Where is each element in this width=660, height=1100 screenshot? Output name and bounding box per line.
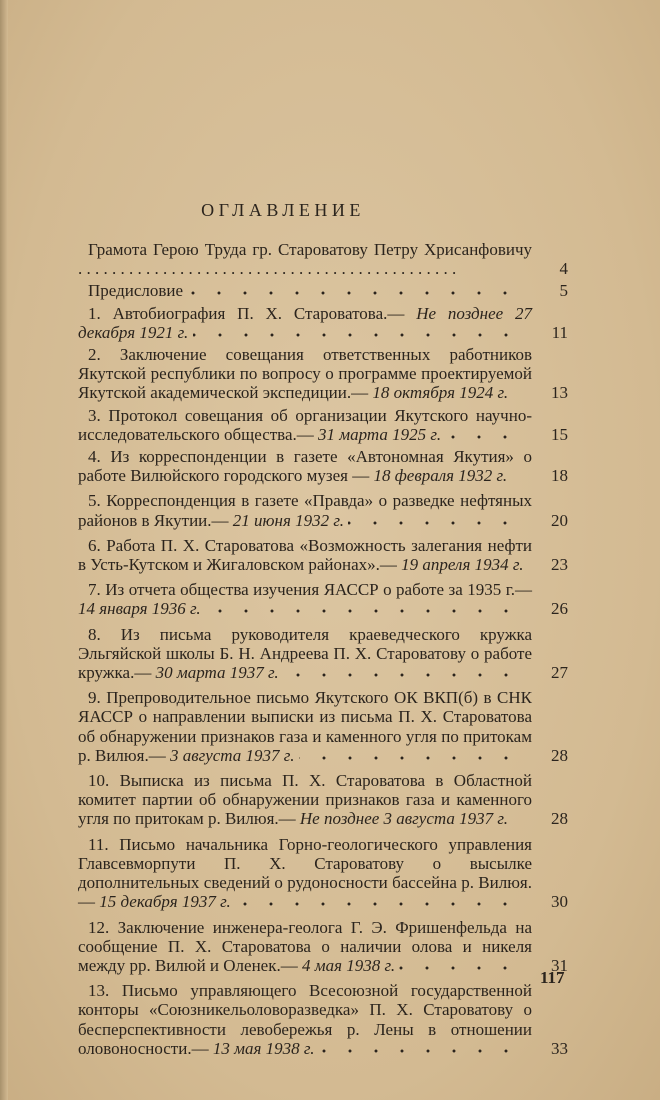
leader-dots-graphic bbox=[283, 670, 528, 678]
toc-heading: ОГЛАВЛЕНИЕ bbox=[201, 200, 365, 220]
entry-page-number: 13 bbox=[551, 383, 568, 403]
entry-date: 21 июня 1932 г. bbox=[232, 510, 345, 530]
entry-text bbox=[78, 771, 532, 829]
entry-title: 9. Препроводительное письмо Якутского ОК ВКП(б) в СНК ЯАССР о направлении выписки из письма П. Х. Староватова об обнаружении признаков газа и каменного угля по притокам р. Вилюя.— bbox=[78, 688, 532, 765]
entry-page-number: 15 bbox=[551, 424, 568, 444]
table-of-contents bbox=[78, 240, 568, 1061]
entry-text bbox=[78, 345, 532, 403]
toc-entry[interactable] bbox=[78, 771, 568, 829]
entry-text bbox=[78, 406, 532, 444]
leader-dots-graphic bbox=[445, 432, 527, 440]
toc-entry[interactable] bbox=[78, 580, 568, 618]
entry-date: 13 мая 1938 г. bbox=[212, 1038, 315, 1058]
toc-entry[interactable] bbox=[78, 447, 568, 485]
toc-entry[interactable] bbox=[78, 835, 568, 912]
toc-entry[interactable] bbox=[78, 491, 568, 529]
entry-text bbox=[78, 304, 532, 342]
entry-page-number: 4 bbox=[559, 259, 568, 279]
entry-title: Предисловие bbox=[88, 281, 184, 301]
toc-entry[interactable] bbox=[78, 625, 568, 683]
leader-dots-graphic bbox=[319, 1046, 528, 1054]
leader-dots-graphic bbox=[235, 899, 527, 907]
toc-entry[interactable] bbox=[78, 536, 568, 574]
entry-text bbox=[78, 491, 532, 529]
entry-date: 14 января 1936 г. bbox=[78, 599, 201, 619]
entry-page-number: 28 bbox=[551, 745, 568, 765]
entry-text bbox=[78, 447, 532, 485]
entry-title: 12. Заключение инженера-геолога Г. Э. Фришенфельда на сообщение П. Х. Староватова о наличии олова и никеля между рр. Вилюй и Оленек.— bbox=[78, 917, 532, 975]
entry-date: 18 февраля 1932 г. bbox=[373, 466, 508, 486]
toc-entry[interactable] bbox=[78, 981, 568, 1058]
toc-entry[interactable] bbox=[78, 688, 568, 765]
entry-title: 11. Письмо начальника Горно-геологического управления Главсевморпути П. Х. Староватову о высылке дополнительных сведений о рудоносности бассейна р. Вилюя.— bbox=[78, 834, 532, 912]
entry-page-number: 20 bbox=[551, 510, 568, 530]
leader-dots-graphic bbox=[512, 816, 527, 824]
entry-title: 6. Работа П. Х. Староватова «Возможность залегания нефти в Усть-Кутском и Жигаловском районах».— bbox=[78, 535, 532, 575]
entry-date: Не позднее 27 декабря 1921 г. bbox=[78, 303, 532, 342]
entry-text bbox=[78, 240, 532, 278]
leader-dots-graphic bbox=[348, 518, 527, 526]
entry-text bbox=[78, 536, 532, 574]
entry-title: 1. Автобиография П. Х. Староватова.— bbox=[88, 303, 405, 323]
leader-dots-graphic bbox=[205, 606, 528, 614]
toc-entry[interactable] bbox=[78, 240, 568, 278]
entry-title: 13. Письмо управляющего Всесоюзной государственной конторы «Союзникельоловоразведка» П. Х. Староватову о бесперспективности левобережья р. Лены в отношении оловоносности.— bbox=[78, 981, 532, 1058]
entry-date: 30 марта 1937 г. bbox=[155, 663, 279, 683]
page-number: 117 bbox=[540, 968, 565, 987]
entry-text bbox=[78, 625, 532, 683]
leader-dots-graphic bbox=[299, 753, 528, 761]
entry-page-number: 33 bbox=[551, 1038, 568, 1058]
entry-text bbox=[78, 981, 532, 1058]
entry-date: Не позднее 3 августа 1937 г. bbox=[299, 809, 509, 829]
leader-dots-graphic bbox=[187, 288, 527, 296]
entry-title: Грамота Герою Труда гр. Староватову Петру Хрисанфовичу bbox=[88, 240, 532, 259]
entry-title: 3. Протокол совещания об организации Якутского научно-исследовательского общества.— bbox=[78, 405, 532, 444]
entry-title: 4. Из корреспонденции в газете «Автономная Якутия» о работе Вилюйского городского музея — bbox=[78, 447, 532, 486]
entry-page-number: 30 bbox=[551, 892, 568, 912]
entry-page-number: 18 bbox=[551, 466, 568, 486]
entry-page-number: 27 bbox=[551, 663, 568, 683]
toc-entry[interactable] bbox=[78, 281, 568, 300]
entry-date: 15 декабря 1937 г. bbox=[99, 892, 231, 912]
entry-date: 19 апреля 1934 г. bbox=[401, 555, 524, 575]
leader-dots: . . . . . . . . . . . . . . . . . . . . . . . . . . . . . . . . . . . . . . . . . . . . . bbox=[78, 259, 457, 279]
entry-page-number: 5 bbox=[559, 281, 568, 301]
entry-title: 10. Выписка из письма П. Х. Староватова в Областной комитет партии об обнаружении признаков газа и каменного угля по притокам р. Вилюя.— bbox=[78, 771, 532, 829]
entry-text bbox=[78, 281, 532, 300]
entry-date: 4 мая 1938 г. bbox=[301, 955, 396, 975]
entry-date: 3 августа 1937 г. bbox=[169, 745, 295, 765]
entry-text bbox=[78, 918, 532, 976]
entry-page-number: 23 bbox=[551, 555, 568, 575]
toc-entry[interactable] bbox=[78, 304, 568, 342]
entry-title: 8. Из письма руководителя краеведческого кружка Эльгяйской школы Б. Н. Андреева П. Х. Староватову о работе кружка.— bbox=[78, 624, 532, 683]
toc-entry[interactable] bbox=[78, 345, 568, 403]
toc-entry[interactable] bbox=[78, 918, 568, 976]
toc-entry[interactable] bbox=[78, 406, 568, 444]
page-binding-edge bbox=[0, 0, 8, 1100]
leader-dots-graphic bbox=[511, 473, 527, 481]
entry-title: 5. Корреспонденция в газете «Правда» о разведке нефтяных районов в Якутии.— bbox=[78, 491, 532, 530]
entry-page-number: 11 bbox=[551, 322, 568, 342]
entry-page-number: 31 bbox=[551, 955, 568, 975]
entry-text bbox=[78, 835, 532, 912]
entry-page-number: 26 bbox=[551, 599, 568, 619]
entry-page-number: 28 bbox=[551, 809, 568, 829]
leader-dots-graphic bbox=[193, 330, 528, 338]
entry-text bbox=[78, 688, 532, 765]
leader-dots-graphic bbox=[512, 390, 527, 398]
entry-date: 18 октября 1924 г. bbox=[372, 383, 509, 403]
entry-date: 31 марта 1925 г. bbox=[318, 424, 442, 444]
entry-title: 7. Из отчета общества изучения ЯАССР о работе за 1935 г.— bbox=[88, 580, 532, 600]
entry-text bbox=[78, 580, 532, 618]
leader-dots-graphic bbox=[399, 963, 527, 971]
entry-title: 2. Заключение совещания ответственных работников Якутской республики по вопросу о программе проектируемой Якутской академической экспедиции.— bbox=[78, 345, 532, 403]
